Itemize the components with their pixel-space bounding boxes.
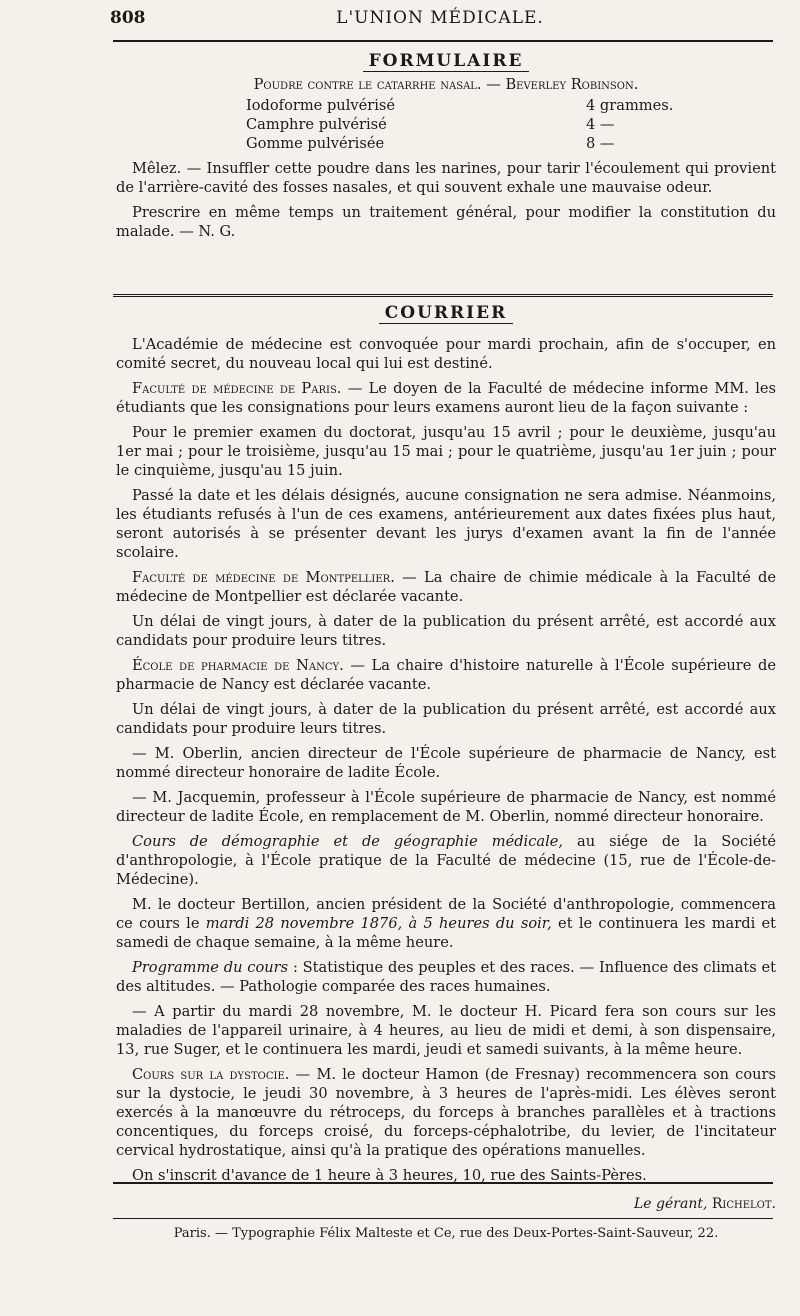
ingredient-row <box>246 96 716 115</box>
paragraph-lead: Faculté de médecine de Paris. <box>132 380 342 397</box>
ingredient-name: Camphre pulvérisé <box>246 116 387 133</box>
ingredient-name: Gomme pulvérisée <box>246 135 385 152</box>
signature: Le gérant, Richelot. <box>634 1196 776 1212</box>
courrier-paragraph: On s'inscrit d'avance de 1 heure à 3 heures, 10, rue des Saints-Pères. <box>132 1167 647 1184</box>
courrier-paragraph: Cours de démographie et de géographie médicale, au siége de la Société d'anthropologie, à l'École pratique de la Faculté de médecine (15, rue de l'École-de-Médecine). <box>116 833 776 888</box>
ingredient-qty: 4 grammes. <box>586 97 674 114</box>
courrier-paragraph: Un délai de vingt jours, à dater de la publication du présent arrêté, est accordé aux candidats pour produire leurs titres. <box>116 613 776 649</box>
courrier-paragraph: Un délai de vingt jours, à dater de la publication du présent arrêté, est accordé aux candidats pour produire leurs titres. <box>116 701 776 737</box>
courrier-paragraph: — A partir du mardi 28 novembre, M. le docteur H. Picard fera son cours sur les maladies de l'appareil urinaire, à 4 heures, au lieu de midi et demi, à son dispensaire, 13, rue Suger, et le continuera les mardi, jeudi et samedi suivants, à la même heure. <box>116 1003 776 1058</box>
paragraph-lead: École de pharmacie de Nancy. <box>132 657 344 674</box>
paragraph-italic: mardi 28 novembre 1876, à 5 heures du soir, <box>205 915 552 932</box>
courrier-paragraph: Cours sur la dystocie. — M. le docteur Hamon (de Fresnay) recommencera son cours sur la dystocie, le jeudi 30 novembre, à 3 heures de l'après-midi. Les élèves seront exercés à la manœuvre du rétroceps, du forceps à branches parallèles et à tractions concentiques, du forceps croisé, du forceps-céphalotribe, du levier, de l'incitateur cervical hydrostatique, ainsi qu'à la pratique des opérations manuelles. <box>116 1066 776 1159</box>
paragraph-lead: Cours sur la dystocie. <box>132 1066 290 1083</box>
courrier-paragraph: Programme du cours : Statistique des peuples et des races. — Influence des climats et des altitudes. — Pathologie comparée des races humaines. <box>116 959 777 995</box>
header-rule <box>113 40 773 42</box>
printer-imprint: Paris. — Typographie Félix Malteste et Ce, rue des Deux-Portes-Saint-Sauveur, 22. <box>173 1226 719 1241</box>
footer-rule <box>113 1182 773 1184</box>
running-title: L'UNION MÉDICALE. <box>336 8 544 28</box>
section-divider <box>113 294 773 300</box>
paragraph-italic: Cours de démographie et de géographie médicale, <box>132 833 564 850</box>
courrier-title: COURRIER <box>116 304 776 323</box>
ingredients-table <box>246 96 716 153</box>
formulaire-title: FORMULAIRE <box>116 52 776 71</box>
ingredient-row <box>246 134 716 153</box>
courrier-paragraph: M. le docteur Bertillon, ancien président de la Société d'anthropologie, commencera ce cours le mardi 28 novembre 1876, à 5 heures du soir, et le continuera les mardi et samedi de chaque semaine, à la même heure. <box>116 896 777 951</box>
ingredient-name: Iodoforme pulvérisé <box>246 97 396 114</box>
page-header <box>110 4 770 34</box>
courrier-paragraph: École de pharmacie de Nancy. — La chaire d'histoire naturelle à l'École supérieure de pharmacie de Nancy est déclarée vacante. <box>116 657 776 693</box>
page-number: 808 <box>110 8 146 28</box>
formulaire-paragraph: Prescrire en même temps un traitement général, pour modifier la constitution du malade. — N. G. <box>116 204 776 240</box>
formulaire-paragraph: Mêlez. — Insuffler cette poudre dans les narines, pour tarir l'écoulement qui provient de l'arrière-cavité des fosses nasales, et qui souvent exhale une mauvaise odeur. <box>116 160 776 196</box>
courrier-paragraph: — M. Jacquemin, professeur à l'École supérieure de pharmacie de Nancy, est nommé directeur de ladite École, en remplacement de M. Oberlin, nommé directeur honoraire. <box>116 789 776 825</box>
paragraph-italic: Programme du cours <box>132 959 289 976</box>
formulaire-section <box>116 52 776 247</box>
ingredient-qty: 4 — <box>586 116 615 133</box>
courrier-section <box>116 304 776 1191</box>
courrier-paragraph: Faculté de médecine de Paris. — Le doyen de la Faculté de médecine informe MM. les étudiants que les consignations pour leurs examens auront lieu de la façon suivante : <box>116 380 776 416</box>
courrier-paragraph: Pour le premier examen du doctorat, jusqu'au 15 avril ; pour le deuxième, jusqu'au 1er mai ; pour le troisième, jusqu'au 15 mai ; pour le quatrième, jusqu'au 1er juin ; pour le cinquième, jusqu'au 15 juin. <box>116 424 776 479</box>
ingredient-row <box>246 115 716 134</box>
courrier-paragraph: — M. Oberlin, ancien directeur de l'École supérieure de pharmacie de Nancy, est nommé directeur honoraire de ladite École. <box>116 745 776 781</box>
courrier-paragraph: L'Académie de médecine est convoquée pour mardi prochain, afin de s'occuper, en comité secret, du nouveau local qui lui est destiné. <box>116 336 776 372</box>
recipe-title: Poudre contre le catarrhe nasal. — Beverley Robinson. <box>253 76 639 93</box>
courrier-paragraph: Faculté de médecine de Montpellier. — La chaire de chimie médicale à la Faculté de médecine de Montpellier est déclarée vacante. <box>116 569 776 605</box>
ingredient-qty: 8 — <box>586 135 615 152</box>
imprint-rule <box>113 1218 773 1219</box>
courrier-paragraph: Passé la date et les délais désignés, aucune consignation ne sera admise. Néanmoins, les étudiants refusés à l'un de ces examens, antérieurement aux dates fixées plus haut, seront autorisés à se présenter devant les jurys d'examen avant la fin de l'année scolaire. <box>116 487 776 561</box>
paragraph-lead: Faculté de médecine de Montpellier. <box>132 569 395 586</box>
